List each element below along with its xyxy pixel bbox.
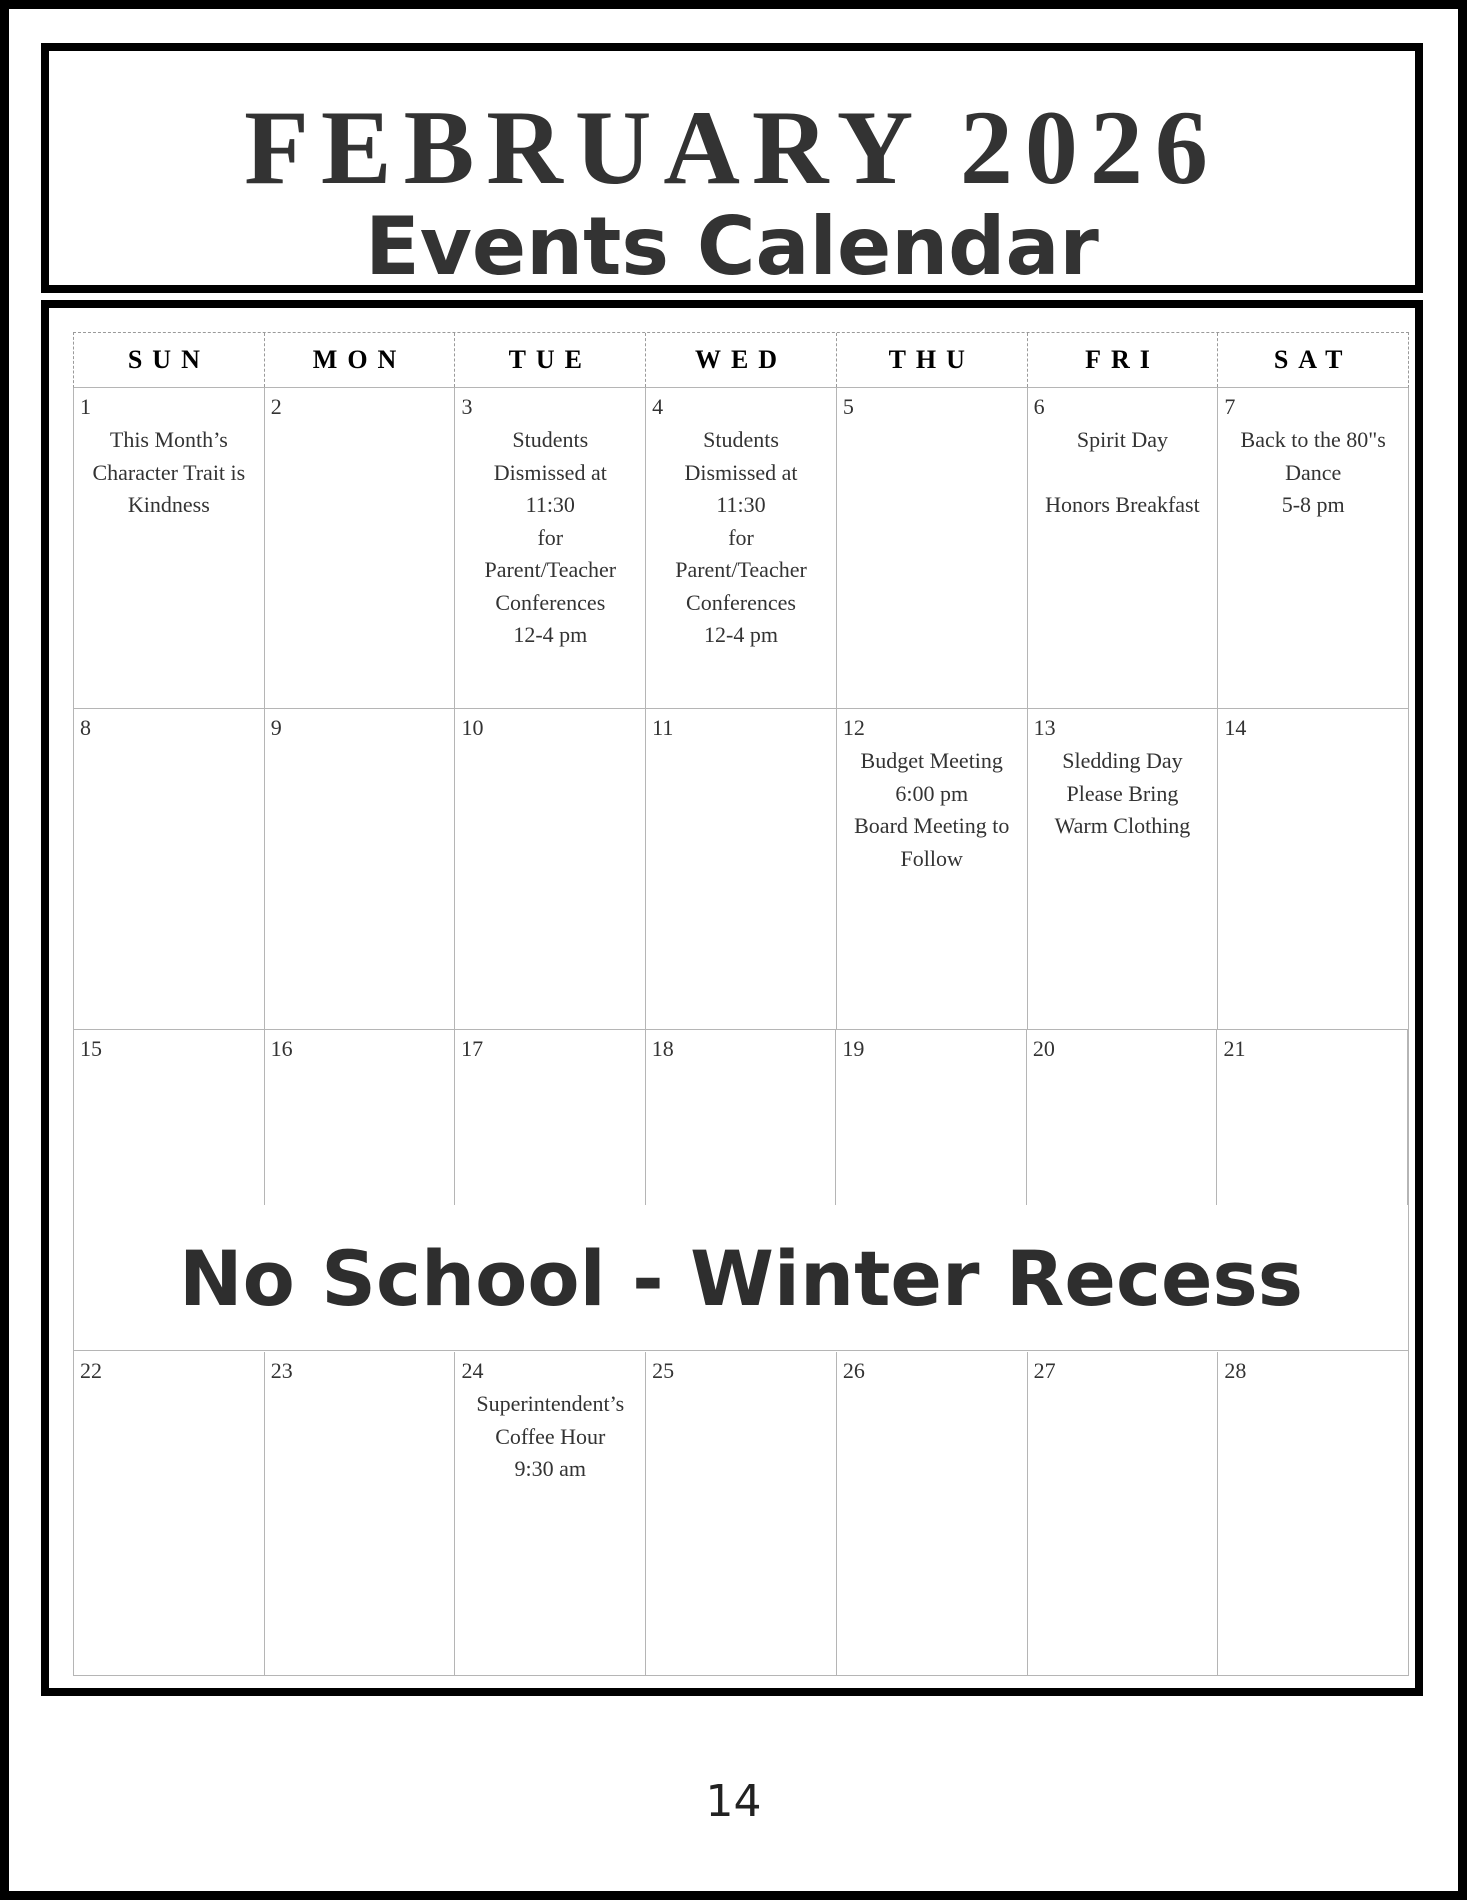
calendar-week (74, 388, 1408, 709)
day-number: 10 (461, 715, 484, 740)
calendar-header (41, 43, 1423, 293)
day-events (1218, 388, 1408, 522)
day-cell (1218, 1352, 1408, 1675)
day-number: 13 (1033, 715, 1056, 740)
event-line: Parent/Teacher (484, 557, 617, 582)
dow-thu: THU (837, 333, 1028, 387)
day-number: 3 (461, 394, 473, 419)
day-cell (74, 1352, 265, 1675)
day-number: 26 (842, 1358, 865, 1383)
day-number: 25 (652, 1358, 675, 1383)
event-line: Sledding Day (1062, 748, 1183, 773)
day-cell (265, 709, 456, 1029)
day-number: 23 (270, 1358, 293, 1383)
day-cell (1028, 1352, 1219, 1675)
day-number: 22 (80, 1358, 102, 1383)
event-line: Warm Clothing (1054, 813, 1191, 838)
event-line: Honors Breakfast (1045, 492, 1200, 517)
calendar-week (74, 709, 1408, 1030)
day-cell (265, 1352, 456, 1675)
event-line: 6:00 pm (895, 780, 969, 806)
day-events (74, 388, 264, 522)
event-line: Parent/Teacher (675, 557, 807, 582)
event-line: 9:30 am (514, 1456, 587, 1481)
event-line: This Month’s (109, 427, 228, 452)
dow-wed: WED (646, 333, 837, 387)
calendar-grid (73, 332, 1409, 1676)
day-cell (837, 1352, 1028, 1675)
day-of-week-header (73, 332, 1409, 388)
day-number: 28 (1224, 1358, 1247, 1383)
day-cell (265, 388, 456, 708)
event-line: 5-8 pm (1281, 492, 1345, 517)
event-line: Coffee Hour (495, 1423, 606, 1449)
event-line: Conferences (495, 589, 606, 615)
day-number: 14 (1224, 715, 1247, 740)
event-line: Dance (1285, 459, 1342, 485)
day-cell (74, 709, 265, 1029)
calendar-week (74, 1352, 1408, 1675)
dow-fri: FRI (1028, 333, 1219, 387)
month-title: FEBRUARY 2026 (244, 89, 1220, 206)
event-line: Please Bring (1066, 780, 1179, 806)
event-line: Character Trait is (92, 459, 246, 485)
page-number: 14 (705, 1776, 762, 1827)
day-number: 2 (270, 394, 282, 419)
event-line: for (537, 524, 564, 550)
dow-sat: SAT (1273, 345, 1353, 374)
day-number: 18 (651, 1036, 674, 1061)
day-cell (837, 709, 1028, 1029)
event-line: Conferences (686, 589, 796, 615)
event-line: Spirit Day (1076, 427, 1168, 452)
day-number: 5 (842, 394, 854, 419)
dow-sun: SUN (74, 333, 265, 387)
day-number: 21 (1223, 1036, 1246, 1061)
day-number: 11 (652, 715, 674, 740)
event-line: Follow (900, 845, 963, 871)
day-cell (455, 388, 646, 708)
day-cell (1218, 388, 1408, 708)
day-cell (1028, 709, 1219, 1029)
day-number: 7 (1224, 394, 1236, 419)
event-line: Back to the 80"s (1240, 427, 1386, 452)
event-line: 11:30 (716, 492, 766, 517)
day-events (837, 709, 1027, 875)
day-number: 6 (1033, 394, 1045, 419)
day-cell (455, 1352, 646, 1675)
day-cell (74, 388, 265, 708)
day-cell (1028, 388, 1219, 708)
day-events (455, 388, 645, 652)
day-cell (837, 388, 1028, 708)
event-line: 12-4 pm (513, 622, 588, 647)
day-events (1028, 709, 1218, 843)
day-cell (646, 1352, 837, 1675)
event-line: Superintendent’s (476, 1391, 625, 1416)
event-line: for (728, 524, 754, 550)
event-line: Board Meeting to (854, 813, 1010, 838)
day-cell (646, 709, 837, 1029)
dow-tue: TUE (455, 333, 646, 387)
day-number: 27 (1033, 1358, 1056, 1383)
day-events (1028, 388, 1218, 522)
day-cell (1218, 709, 1408, 1029)
day-number: 8 (80, 715, 91, 740)
day-events (646, 388, 836, 652)
event-line: Dismissed at (493, 459, 607, 485)
calendar-subtitle: Events Calendar (365, 200, 1099, 293)
calendar-weeks (73, 388, 1409, 1676)
day-number: 16 (270, 1036, 293, 1061)
day-number: 17 (461, 1036, 484, 1061)
day-events (455, 1352, 645, 1486)
event-line: Kindness (127, 492, 210, 517)
calendar-frame (41, 300, 1423, 1696)
dow-mon: MON (265, 333, 456, 387)
day-cell (455, 709, 646, 1029)
recess-banner: No School - Winter Recess (178, 1234, 1304, 1323)
event-line: Budget Meeting (860, 748, 1003, 773)
day-cell (646, 388, 837, 708)
calendar-week (74, 1030, 1408, 1351)
day-number: 20 (1032, 1036, 1055, 1061)
day-number: 15 (80, 1036, 102, 1061)
day-number: 4 (652, 394, 664, 419)
event-line: Dismissed at (684, 459, 798, 485)
event-line: 11:30 (525, 492, 575, 517)
day-number: 24 (461, 1358, 484, 1383)
event-line: 12-4 pm (704, 622, 778, 647)
day-number: 12 (842, 715, 865, 740)
day-number: 19 (842, 1036, 865, 1061)
event-line: Students (703, 427, 779, 452)
day-number: 1 (80, 394, 91, 419)
event-line (1032, 457, 1214, 490)
day-number: 9 (270, 715, 282, 740)
event-line: Students (512, 427, 589, 452)
